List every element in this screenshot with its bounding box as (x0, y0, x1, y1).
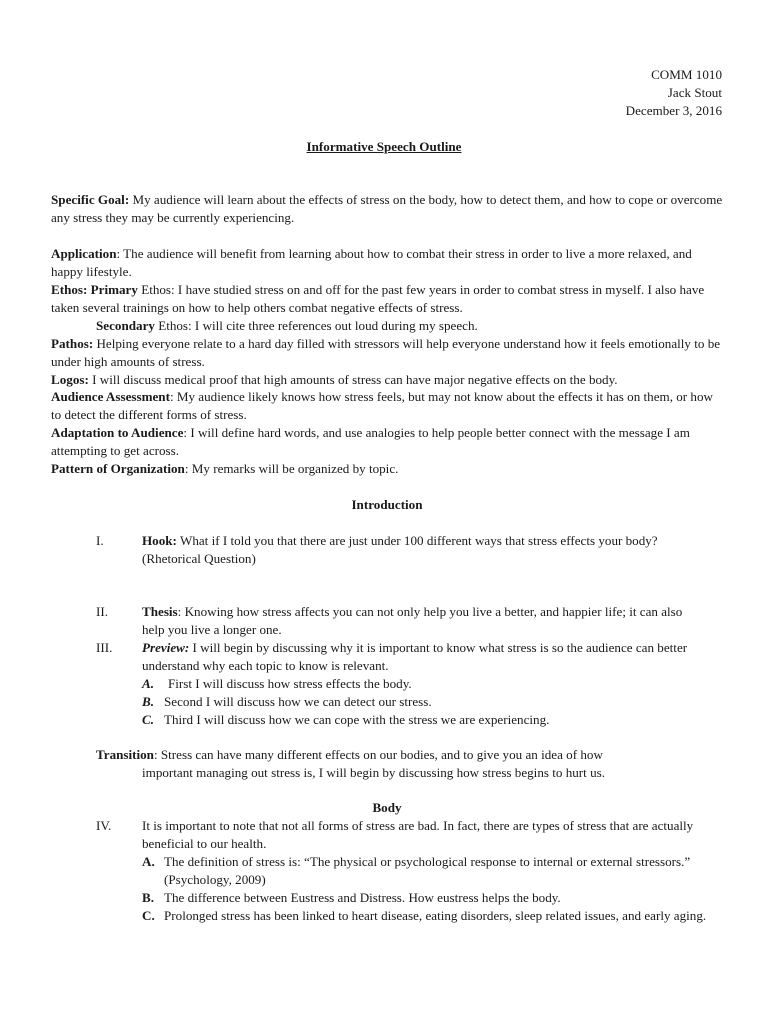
audience-label: Audience Assessment (51, 389, 170, 404)
pathos-text: Helping everyone relate to a hard day filled with stressors will help everyone understand how it feels emotionally to be under high amounts of stress. (51, 336, 721, 369)
author-name: Jack Stout (667, 85, 722, 100)
pattern-text: : My remarks will be organized by topic. (184, 461, 399, 476)
logos-text: I will discuss medical proof that high amounts of stress can have major negative effects on the body. (88, 372, 618, 387)
audience-assessment (51, 388, 723, 424)
ethos-primary (51, 281, 723, 317)
pathos (51, 335, 723, 371)
adaptation-to-audience (51, 424, 723, 460)
thesis-text: : Knowing how stress affects you can not only help you live a better, and happier life; it can also help you live a longer one. (142, 604, 683, 637)
secondary-text: Ethos: I will cite three references out loud during my speech. (154, 318, 478, 333)
preview-point-b: Second I will discuss how we can detect our stress. (164, 694, 432, 709)
preview-label: Preview: (142, 640, 190, 655)
body-heading: Body (372, 800, 402, 815)
thesis-label: Thesis (142, 604, 178, 619)
body-point-b: The difference between Eustress and Distress. How eustress helps the body. (164, 890, 561, 905)
preview-text: I will begin by discussing why it is important to know what stress is so the audience can better understand why each topic to know is relevant. (142, 640, 688, 673)
application (51, 245, 723, 281)
thesis-item (142, 603, 702, 639)
sub-letter: A. (142, 676, 155, 691)
sub-letter: B. (142, 694, 155, 709)
preview-point-a: First I will discuss how stress effects the body. (168, 676, 412, 691)
sub-letter: C. (142, 712, 155, 727)
audience-text: : My audience likely knows how stress feels, but may not know about the effects it has on them, or how to detect the different forms of stress. (51, 389, 713, 422)
outline-number: I. (96, 533, 104, 548)
transition-line-1: : Stress can have many different effects on our bodies, and to give you an idea of how (153, 747, 603, 762)
hook-label: Hook: (142, 533, 177, 548)
secondary-label: Secondary (96, 318, 155, 333)
hook-item (142, 532, 702, 568)
specific-goal-label: Specific Goal: (51, 192, 130, 207)
outline-number: II. (96, 604, 108, 619)
sub-letter: A. (142, 854, 155, 869)
document-date: December 3, 2016 (625, 103, 722, 118)
ethos-text: Ethos: I have studied stress on and off for the past few years in order to combat stress in myself. I also have taken several trainings on how to help others combat negative effects of stress. (51, 282, 705, 315)
ethos-label: Ethos: Primary (51, 282, 138, 297)
body-point-iv: It is important to note that not all forms of stress are bad. In fact, there are types of stress that are actually beneficial to our health. (142, 818, 694, 851)
logos-label: Logos: (51, 372, 89, 387)
logos (51, 371, 723, 389)
outline-number: III. (96, 640, 113, 655)
body-point-a: The definition of stress is: “The physical or psychological response to internal or external stressors.” (Psychology, 2009) (164, 854, 691, 887)
pathos-label: Pathos: (51, 336, 94, 351)
transition (96, 746, 603, 764)
course-code: COMM 1010 (651, 67, 722, 82)
hook-text: What if I told you that there are just under 100 different ways that stress effects your body? (Rhetorical Question) (142, 533, 658, 566)
application-text: : The audience will benefit from learning about how to combat their stress in order to live a more relaxed, and happy lifestyle. (51, 246, 692, 279)
sub-letter: C. (142, 908, 155, 923)
pattern-label: Pattern of Organization (51, 461, 185, 476)
body-point-c: Prolonged stress has been linked to heart disease, eating disorders, sleep related issues, and early aging. (164, 908, 707, 923)
introduction-heading: Introduction (351, 497, 423, 512)
specific-goal-text: My audience will learn about the effects of stress on the body, how to detect them, and how to cope or overcome any stress they may be currently experiencing. (51, 192, 723, 225)
specific-goal (51, 191, 723, 227)
adaptation-label: Adaptation to Audience (51, 425, 184, 440)
preview-item (142, 639, 702, 675)
transition-line-2: important managing out stress is, I will begin by discussing how stress begins to hurt us. (142, 765, 605, 780)
adaptation-text: : I will define hard words, and use analogies to help people better connect with the message I am attempting to get across. (51, 425, 690, 458)
transition-label: Transition (96, 747, 154, 762)
sub-letter: B. (142, 890, 155, 905)
outline-number: IV. (96, 818, 112, 833)
preview-point-c: Third I will discuss how we can cope with the stress we are experiencing. (164, 712, 550, 727)
document-title: Informative Speech Outline (306, 139, 462, 154)
application-label: Application (51, 246, 117, 261)
ethos-secondary (96, 317, 716, 335)
pattern-of-organization (51, 460, 723, 478)
